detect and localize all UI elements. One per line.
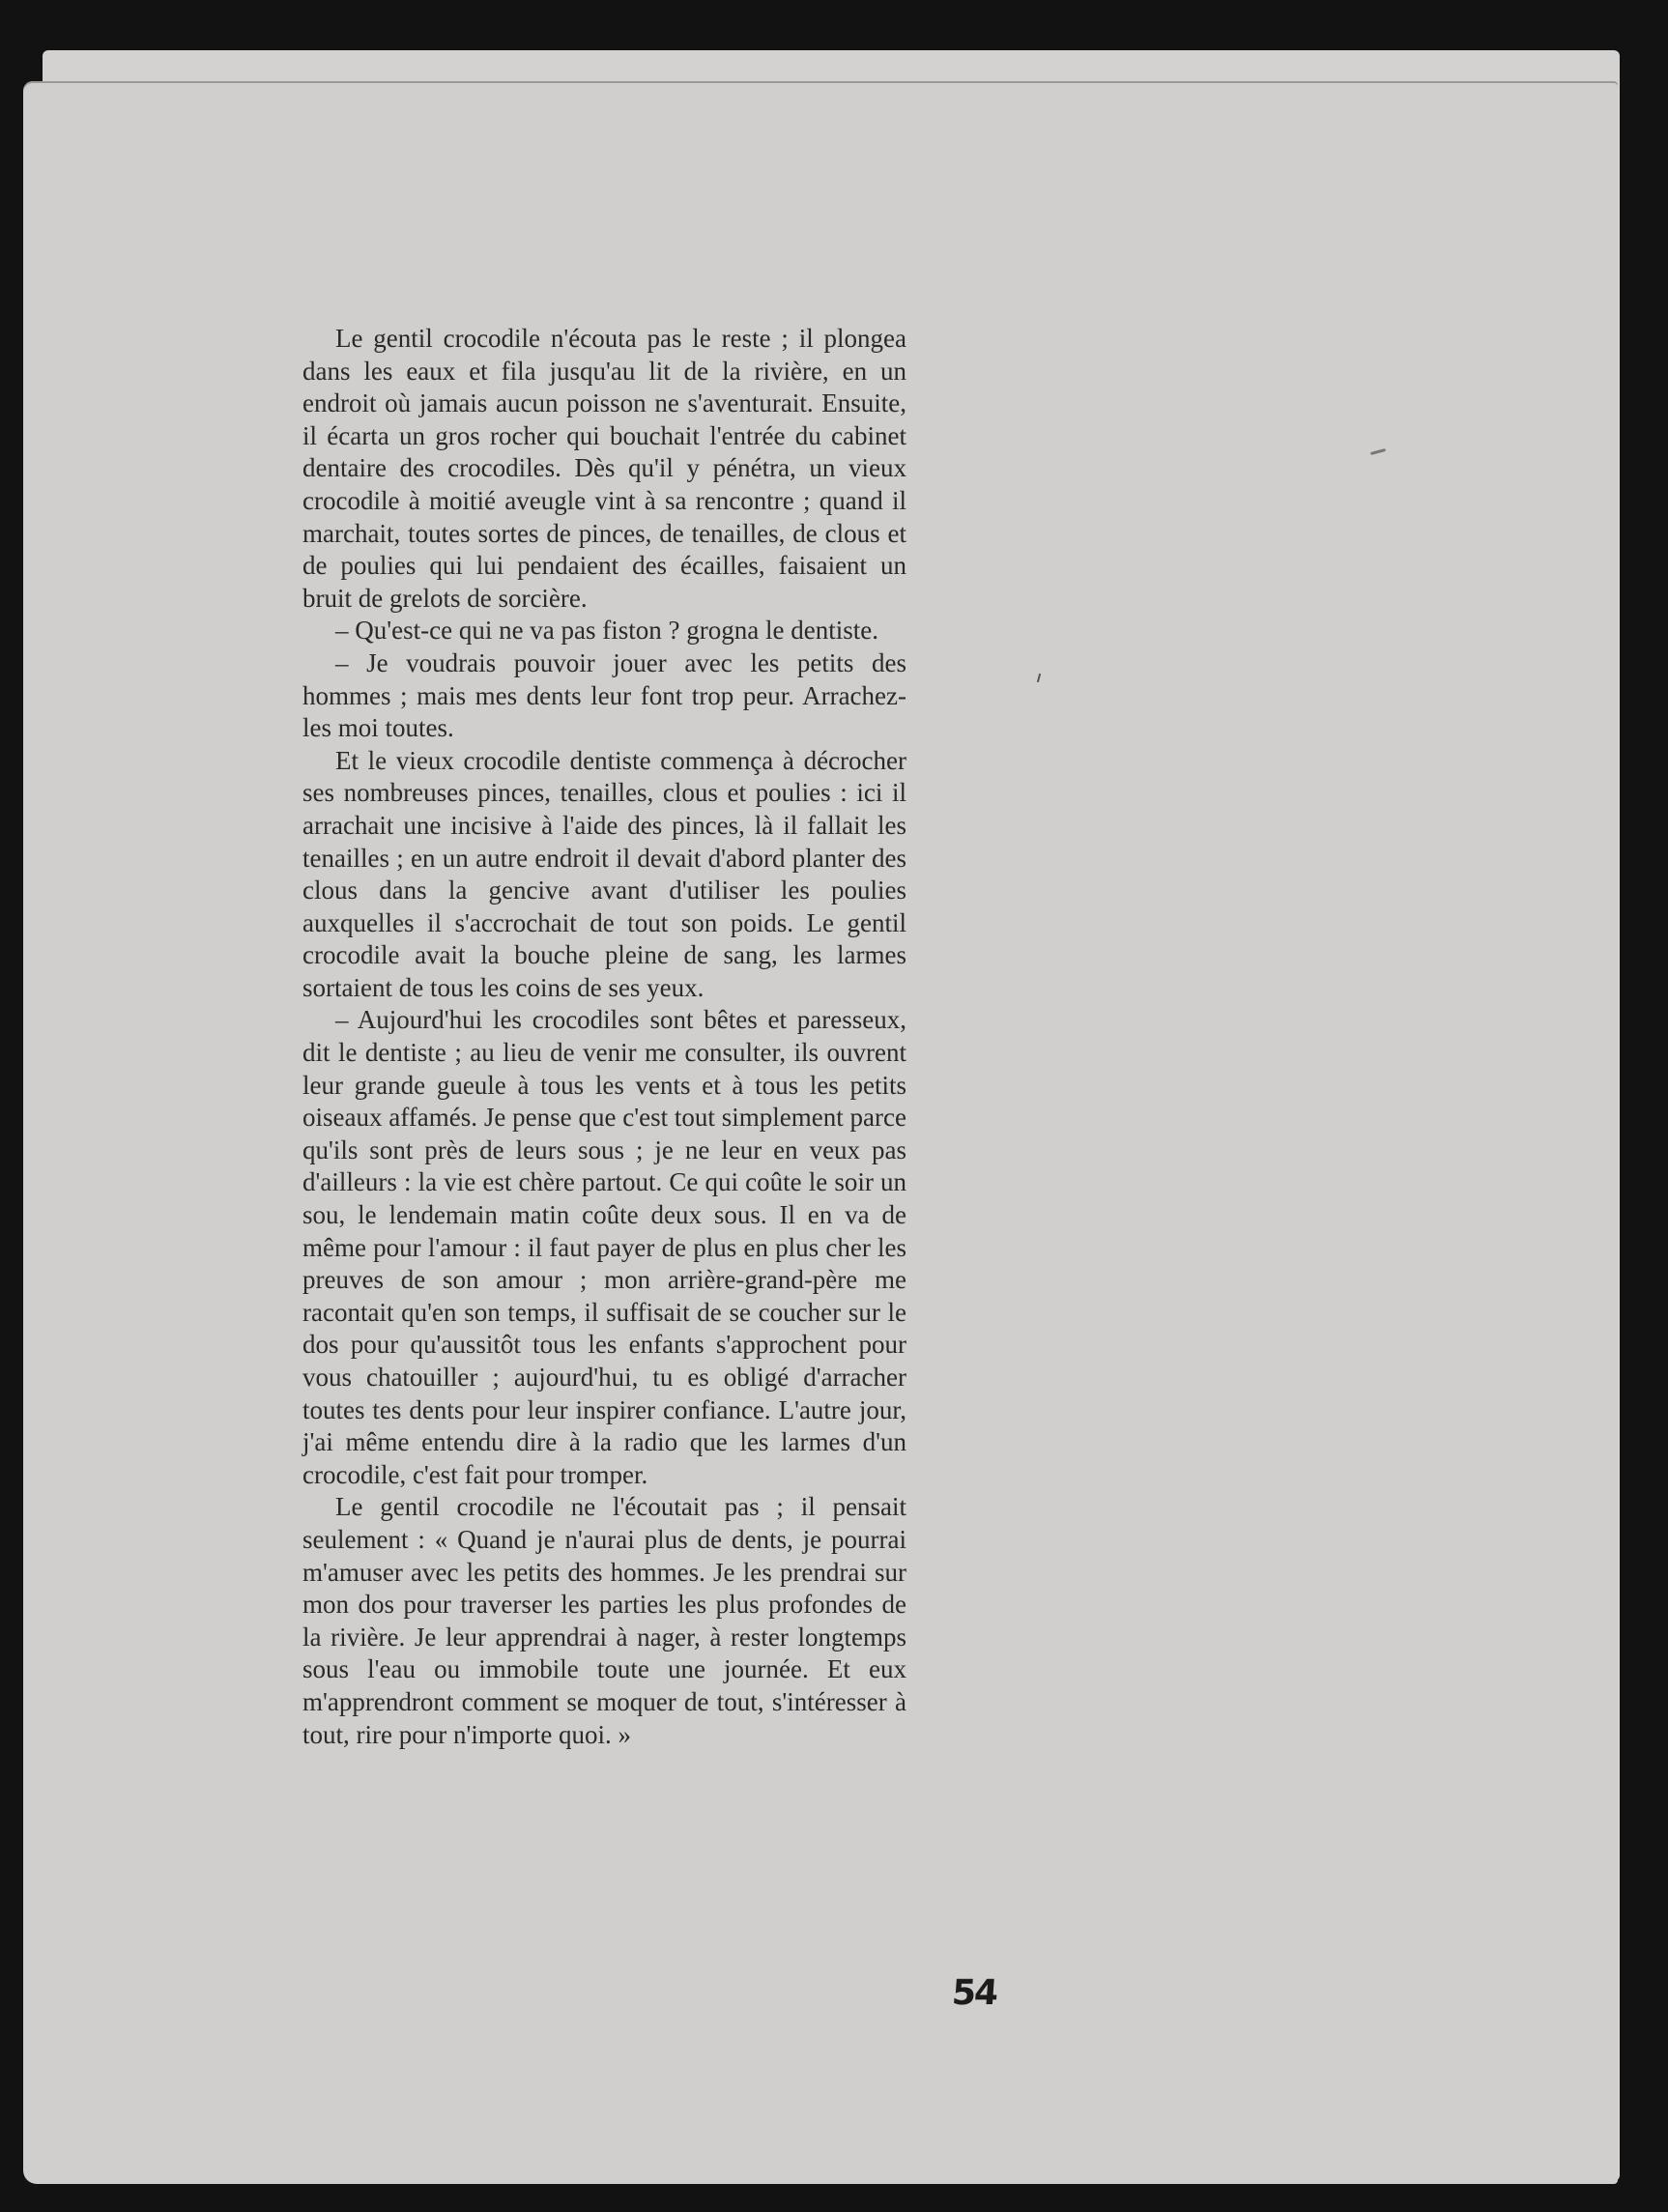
paragraph: – Qu'est-ce qui ne va pas fiston ? grogna le dentiste. bbox=[335, 616, 878, 646]
paragraph: – Aujourd'hui les crocodiles sont bêtes et paresseux, dit le dentiste ; au lieu de venir me consulter, ils ouvrent leur grande gueule à tous les vents et à tous les petits oiseaux affamés. Je pense que c'est tout simplement parce qu'ils sont près de leurs sous ; je ne leur en veux pas d'ailleurs : la vie est chère partout. Ce qui coûte le soir un sou, le lendemain matin coûte deux sous. Il en va de même pour l'amour : il faut payer de plus en plus cher les preuves de son amour ; mon arrière-grand-père me racontait qu'en son temps, il suffisait de se coucher sur le dos pour qu'aussitôt tous les enfants s'approchent pour vous chatouiller ; aujourd'hui, tu es obligé d'arracher toutes tes dents pour leur inspirer confiance. L'autre jour, j'ai même entendu dire à la radio que les larmes d'un crocodile, c'est fait pour tromper. bbox=[302, 1005, 906, 1489]
handwritten-page-number: 54 bbox=[950, 1973, 998, 2013]
body-text bbox=[302, 323, 906, 1751]
paragraph: Le gentil crocodile n'écouta pas le reste ; il plongea dans les eaux et fila jusqu'au lit de la rivière, en un endroit où jamais aucun poisson ne s'aventurait. Ensuite, il écarta un gros rocher qui bouchait l'entrée du cabinet dentaire des crocodiles. Dès qu'il y pénétra, un vieux crocodile à moitié aveugle vint à sa rencontre ; quand il marchait, toutes sortes de pinces, de tenailles, de clous et de poulies qui lui pendaient des écailles, faisaient un bruit de grelots de sorcière. bbox=[302, 324, 906, 613]
paragraph: – Je voudrais pouvoir jouer avec les petits des hommes ; mais mes dents leur font trop peur. Arrachez-les moi toutes. bbox=[302, 647, 906, 743]
paragraph: Le gentil crocodile ne l'écoutait pas ; il pensait seulement : « Quand je n'aurai plus de dents, je pourrai m'amuser avec les petits des hommes. Je les prendrai sur mon dos pour traverser les parties les plus profondes de la rivière. Je leur apprendrai à nager, à rester longtemps sous l'eau ou immobile toute une journée. Et eux m'apprendront comment se moquer de tout, s'intéresser à tout, rire pour n'importe quoi. » bbox=[302, 1492, 906, 1749]
paragraph: Et le vieux crocodile dentiste commença à décrocher ses nombreuses pinces, tenailles, clous et poulies : ici il arrachait une incisive à l'aide des pinces, là il fallait les tenailles ; en un autre endroit il devait d'abord planter des clous dans la gencive avant d'utiliser les poulies auxquelles il s'accrochait de tout son poids. Le gentil crocodile avait la bouche pleine de sang, les larmes sortaient de tous les coins de ses yeux. bbox=[302, 745, 906, 1002]
